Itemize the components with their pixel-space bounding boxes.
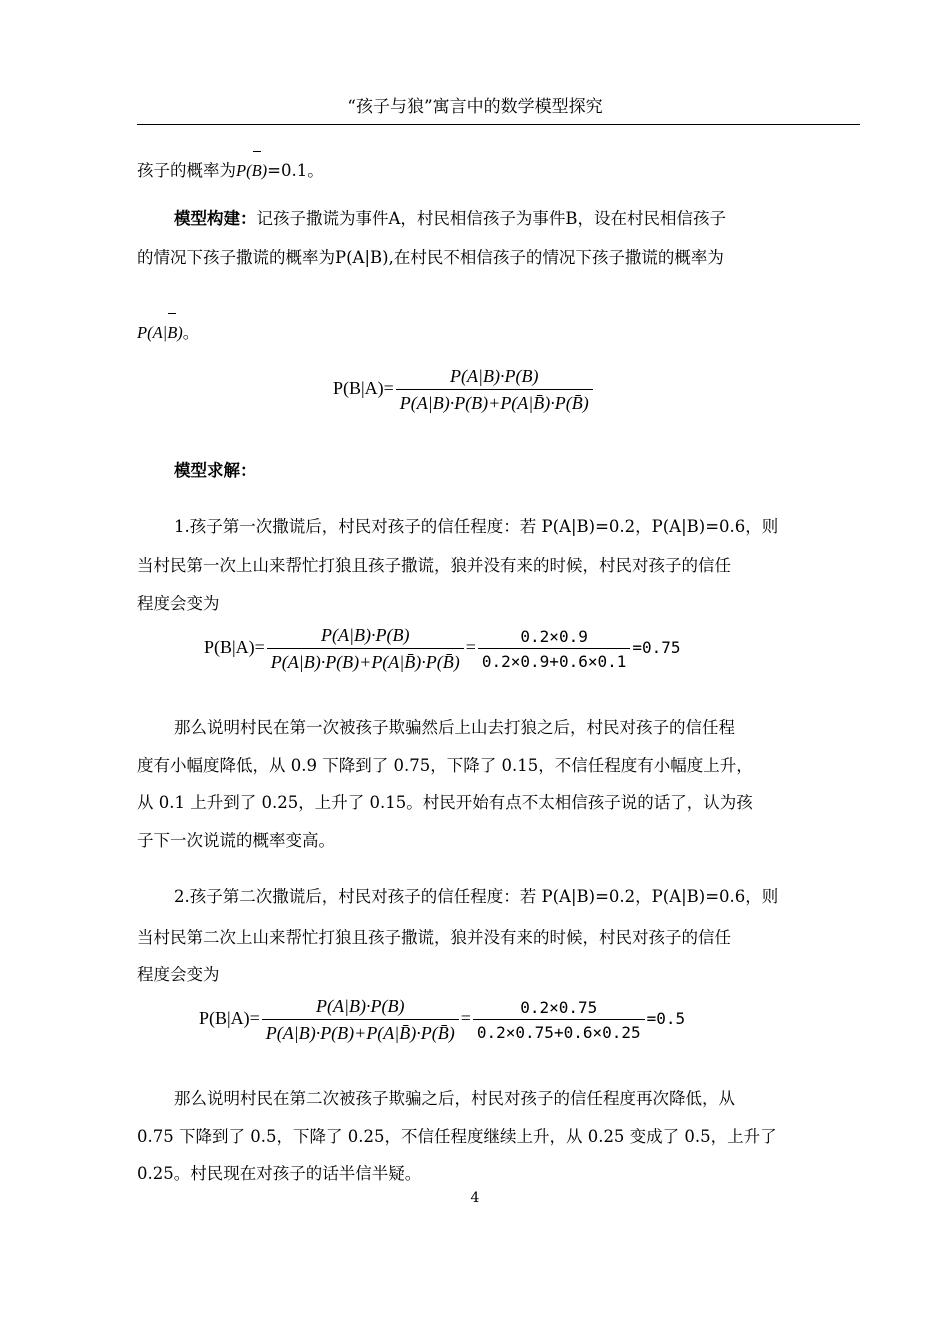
page-header: “孩子与狼”寓言中的数学模型探究 — [347, 97, 603, 117]
case1-para-3: 从 0.1 上升到了 0.25，上升了 0.15。村民开始有点不太相信孩子说的话了，认为孩 — [137, 793, 753, 812]
formula-case2-symbolic — [262, 996, 459, 1044]
formula-case2-den: P(A|B)·P(B)+P(A|B̄)·P(B̄) — [265, 1023, 455, 1043]
formula-case1-numeric — [478, 627, 631, 671]
formula-general — [333, 366, 595, 414]
case2-para-2: 0.75 下降到了 0.5，下降了 0.25，不信任程度继续上升，从 0.25 变成了 0.5，上升了 — [137, 1127, 777, 1146]
case1-para-2: 度有小幅度降低，从 0.9 下降到了 0.75，下降了 0.15，不信任程度有小幅度上升， — [137, 756, 753, 775]
solve-heading — [174, 460, 257, 482]
formula-case2-num-val: 0.2×0.75 — [473, 998, 645, 1020]
page-number: 4 — [470, 1190, 480, 1206]
formula-case1-den: P(A|B)·P(B)+P(A|B̄)·P(B̄) — [270, 652, 460, 672]
formula-case1-num-val: 0.2×0.9 — [478, 627, 631, 649]
model-build-line-2: 的情况下孩子撒谎的概率为P(A|B),在村民不相信孩子的情况下孩子撒谎的概率为 — [137, 248, 724, 267]
formula-case1: P(B|A)= $\frac{P(A|B)\cdot P(B)}{P(A|B)\cdot P(B)+P(A|B̄)\cdot P(B̄)}$ = $\frac{0.2\times 0.9}{0.2\times 0.9+0.6\times 0.1}$ =0.75 — [204, 625, 681, 672]
formula-case2-num: P(A|B)·P(B) — [262, 996, 459, 1020]
case2-line-1: 2.孩子第二次撒谎后，村民对孩子的信任程度：若 P(A|B)=0.2，P(A|B)=0.6，则 — [174, 887, 779, 906]
intro-line — [137, 160, 324, 182]
formula-case2-den-val: 0.2×0.75+0.6×0.25 — [476, 1023, 641, 1042]
formula-case1-lhs: P(B|A)= — [204, 637, 265, 658]
formula-general-lhs: P(B|A)= — [333, 378, 394, 399]
formula-case1-symbolic — [267, 625, 464, 673]
model-build-line-1 — [174, 208, 726, 230]
model-build-line-3: P(A|B)。 — [137, 323, 200, 342]
case1-para-4: 子下一次说谎的概率变高。 — [137, 831, 335, 850]
overline-cond-expr: P(A|B) — [137, 323, 183, 342]
formula-case2-numeric — [473, 998, 645, 1042]
formula-general-fraction — [396, 366, 593, 414]
model-build-text-1: 记孩子撒谎为事件A，村民相信孩子为事件B，设在村民相信孩子 — [256, 209, 727, 228]
model-build-label: 模型构建： — [174, 209, 257, 228]
formula-case2: P(B|A)= $\frac{P(A|B)\cdot P(B)}{P(A|B)\cdot P(B)+P(A|B̄)\cdot P(B̄)}$ = $\frac{0.2\times 0.75}{0.2\times 0.75+0.6\times 0.25}$ =0.5 — [199, 996, 686, 1043]
intro-prefix: 孩子的概率为 — [137, 161, 236, 180]
formula-general-den: P(A|B)·P(B)+P(A|B̄)·P(B̄) — [399, 393, 589, 413]
formula-case2-lhs: P(B|A)= — [199, 1008, 260, 1029]
formula-case1-num: P(A|B)·P(B) — [267, 625, 464, 649]
case1-line-2: 当村民第一次上山来帮忙打狼且孩子撒谎，狼并没有来的时候，村民对孩子的信任 — [137, 556, 731, 575]
formula-general-num: P(A|B)·P(B) — [396, 366, 593, 390]
formula-case2-result: =0.5 — [646, 1009, 686, 1029]
intro-expr: P(B) — [236, 161, 268, 180]
case2-para-3: 0.25。村民现在对孩子的话半信半疑。 — [137, 1164, 422, 1183]
formula-case1-result: =0.75 — [632, 638, 681, 658]
case2-line-3: 程度会变为 — [137, 965, 220, 984]
case1-para-1: 那么说明村民在第一次被孩子欺骗然后上山去打狼之后，村民对孩子的信任程 — [174, 718, 735, 737]
header-rule — [137, 124, 860, 125]
case2-line-2: 当村民第二次上山来帮忙打狼且孩子撒谎，狼并没有来的时候，村民对孩子的信任 — [137, 928, 731, 947]
intro-suffix: =0.1。 — [267, 161, 324, 180]
case1-line-1: 1.孩子第一次撒谎后，村民对孩子的信任程度：若 P(A|B)=0.2，P(A|B)=0.6，则 — [174, 517, 779, 536]
case2-para-1: 那么说明村民在第二次被孩子欺骗之后，村民对孩子的信任程度再次降低，从 — [174, 1089, 735, 1108]
formula-case1-den-val: 0.2×0.9+0.6×0.1 — [481, 652, 627, 671]
solve-label: 模型求解： — [174, 461, 257, 480]
case1-line-3: 程度会变为 — [137, 594, 220, 613]
